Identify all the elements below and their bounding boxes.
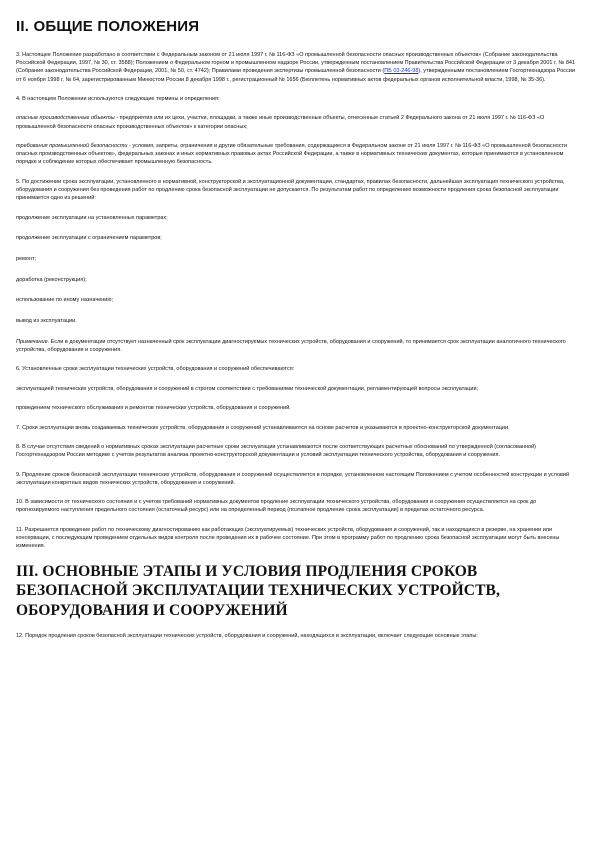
definition-hazardous-objects xyxy=(16,114,579,130)
definition-text: - условия, запреты, ограничения и другие обязательные требования, содержащиеся в Федеральном законе от 21 июля 1997 г. № 116-ФЗ «О промышленной безопасности опасных производственных объектов», федеральных законах и иных нормативных правовых актах Российской Федерации, а также в нормативных технических документах, которые принимаются в установленном порядке и соблюдение которых обеспечивает промышленную безопасность. xyxy=(16,142,568,166)
paragraph-8: 8. В случае отсутствия сведений о нормативных сроках эксплуатации расчетные сроки эксплуатации устанавливаются после соответствующих расчетных обоснований по утвержденной (согласованной) Госгортехнадзором России методике с учетом результатов анализа проектно-конструкторской документации и условий эксплуатации технического устройства, оборудования и сооружения. xyxy=(16,443,536,459)
decision-item: продолжение эксплуатации на установленных параметрах; xyxy=(16,214,168,221)
pb-03-246-98-link[interactable]: ПБ 03-246-98 xyxy=(384,68,419,75)
paragraph-5: 5. По достижении срока эксплуатации, установленного в нормативной, конструкторской и эксплуатационной документации, стандартах, правилах безопасности, дальнейшая эксплуатация технического устройства, оборудования и сооружения без проведения работ по продлению срока безопасной эксплуатации не допускается. По результатам работ по определению возможности продления срока безопасной эксплуатации принимается одно из решений: xyxy=(16,178,565,202)
section-3-heading: III. ОСНОВНЫЕ ЭТАПЫ И УСЛОВИЯ ПРОДЛЕНИЯ СРОКОВ БЕЗОПАСНОЙ ЭКСПЛУАТАЦИИ ТЕХНИЧЕСКИХ УСТРОЙСТВ, ОБОРУДОВАНИЯ И СООРУЖЕНИЙ xyxy=(16,562,500,619)
paragraph-6-item: эксплуатацией технических устройств, оборудования и сооружений в строгом соответствии с требованиями технической документации, регламентирующей вопросы эксплуатации; xyxy=(16,385,479,392)
definition-term: требования промышленной безопасности xyxy=(16,142,128,149)
decision-item: ремонт; xyxy=(16,255,37,262)
paragraph-3-text-a: 3. Настоящее Положение разработано в соответствии с Федеральным законом от 21 июля 1997 г. № 116-ФЗ «О промышленной безопасности опасных производственных объектов» (Собрание законодательства Российской Федерации, 1997, № 30, ст. 3588); Положением о Федеральном горном и промышленном надзоре России, утвержденным постановлением Правительства Российской Федерации от 3 декабря 2001 г. № 841 (Собрание законодательства Российской Федерации, 2001, № 50, ст. 4742); Правилами проведения экспертизы промышленной безопасности ( xyxy=(16,52,575,75)
paragraph-6-item: проведением технического обслуживания и ремонтов технических устройств, оборудования и сооружений. xyxy=(16,405,291,412)
paragraph-12: 12. Порядок продления сроков безопасной эксплуатации технических устройств, оборудования и сооружений, находящихся в эксплуатации, включает следующие основные этапы: xyxy=(16,633,478,640)
note-label: Примечание. xyxy=(16,338,50,345)
decision-item: вывод из эксплуатации. xyxy=(16,318,77,325)
paragraph-3 xyxy=(16,51,579,84)
paragraph-6: 6. Установленные сроки эксплуатации технических устройств, оборудования и сооружений обеспечиваются: xyxy=(16,366,295,373)
definition-term: опасные производственные объекты xyxy=(16,115,115,122)
definition-text: - предприятия или их цехи, участки, площадки, а также иные производственные объекты, отнесенные статьей 2 Федерального закона от 21 июля 1997 г. № 116-ФЗ «О промышленной безопасности опасных производственных объектов» к категории опасных; xyxy=(16,115,545,130)
definition-safety-requirements xyxy=(16,142,579,167)
paragraph-3-text-b: ), утвержденными постановлением Госгортехнадзора России от 6 ноября 1998 г. № 64, зарегистрированным Минюстом России 8 декабря 1998 г., регистрационный № 1656 (Бюллетень нормативных актов федеральных органов исполнительной власти, 1998, № 35-36). xyxy=(16,68,575,83)
decision-item: использование по иному назначению; xyxy=(16,297,114,304)
decision-item: доработка (реконструкция); xyxy=(16,276,87,283)
decision-item: продолжение эксплуатации с ограничением параметров; xyxy=(16,235,162,242)
note-text: Если в документации отсутствует назначенный срок эксплуатации диагностируемых технических устройств, оборудования и сооружений, то принимается срок эксплуатации аналогичного технического устройства, оборудования и сооружения. xyxy=(16,338,566,353)
paragraph-4: 4. В настоящем Положении используются следующие термины и определения: xyxy=(16,96,220,102)
paragraph-7: 7. Сроки эксплуатации вновь создаваемых технических устройств, оборудования и сооружений устанавливаются на основе расчетов и указываются в проектно-конструкторской документации. xyxy=(16,424,510,431)
paragraph-10: 10. В зависимости от технического состояния и с учетом требований нормативных документов продление эксплуатации технического устройства, оборудования и сооружения осуществляется на срок до прогнозируемого наступления предельного состояния (остаточный ресурс) или на определенный период (поэтапное продление срока эксплуатации) в пределах остаточного ресурса. xyxy=(16,499,537,514)
paragraph-11: 11. Разрешается проведение работ по техническому диагностированию как работающих (эксплуатируемых) технических устройств, оборудования и сооружений, так и находящихся в резерве, на хранении или консервации, с последующим проведением отдельных видов контроля после проведения их в рабочее состояние. При этом в программу работ по продлению срока безопасной эксплуатации могут быть внесены изменения. xyxy=(16,526,560,550)
note xyxy=(16,338,579,354)
section-2-heading: II. ОБЩИЕ ПОЛОЖЕНИЯ xyxy=(16,18,200,35)
paragraph-9: 9. Продление сроков безопасной эксплуатации технических устройств, оборудования и сооружений осуществляется в порядке, установленном настоящим Положением с учетом особенностей конструкции и условий эксплуатации конкретных видов технических устройств, оборудования и сооружений. xyxy=(16,471,570,486)
